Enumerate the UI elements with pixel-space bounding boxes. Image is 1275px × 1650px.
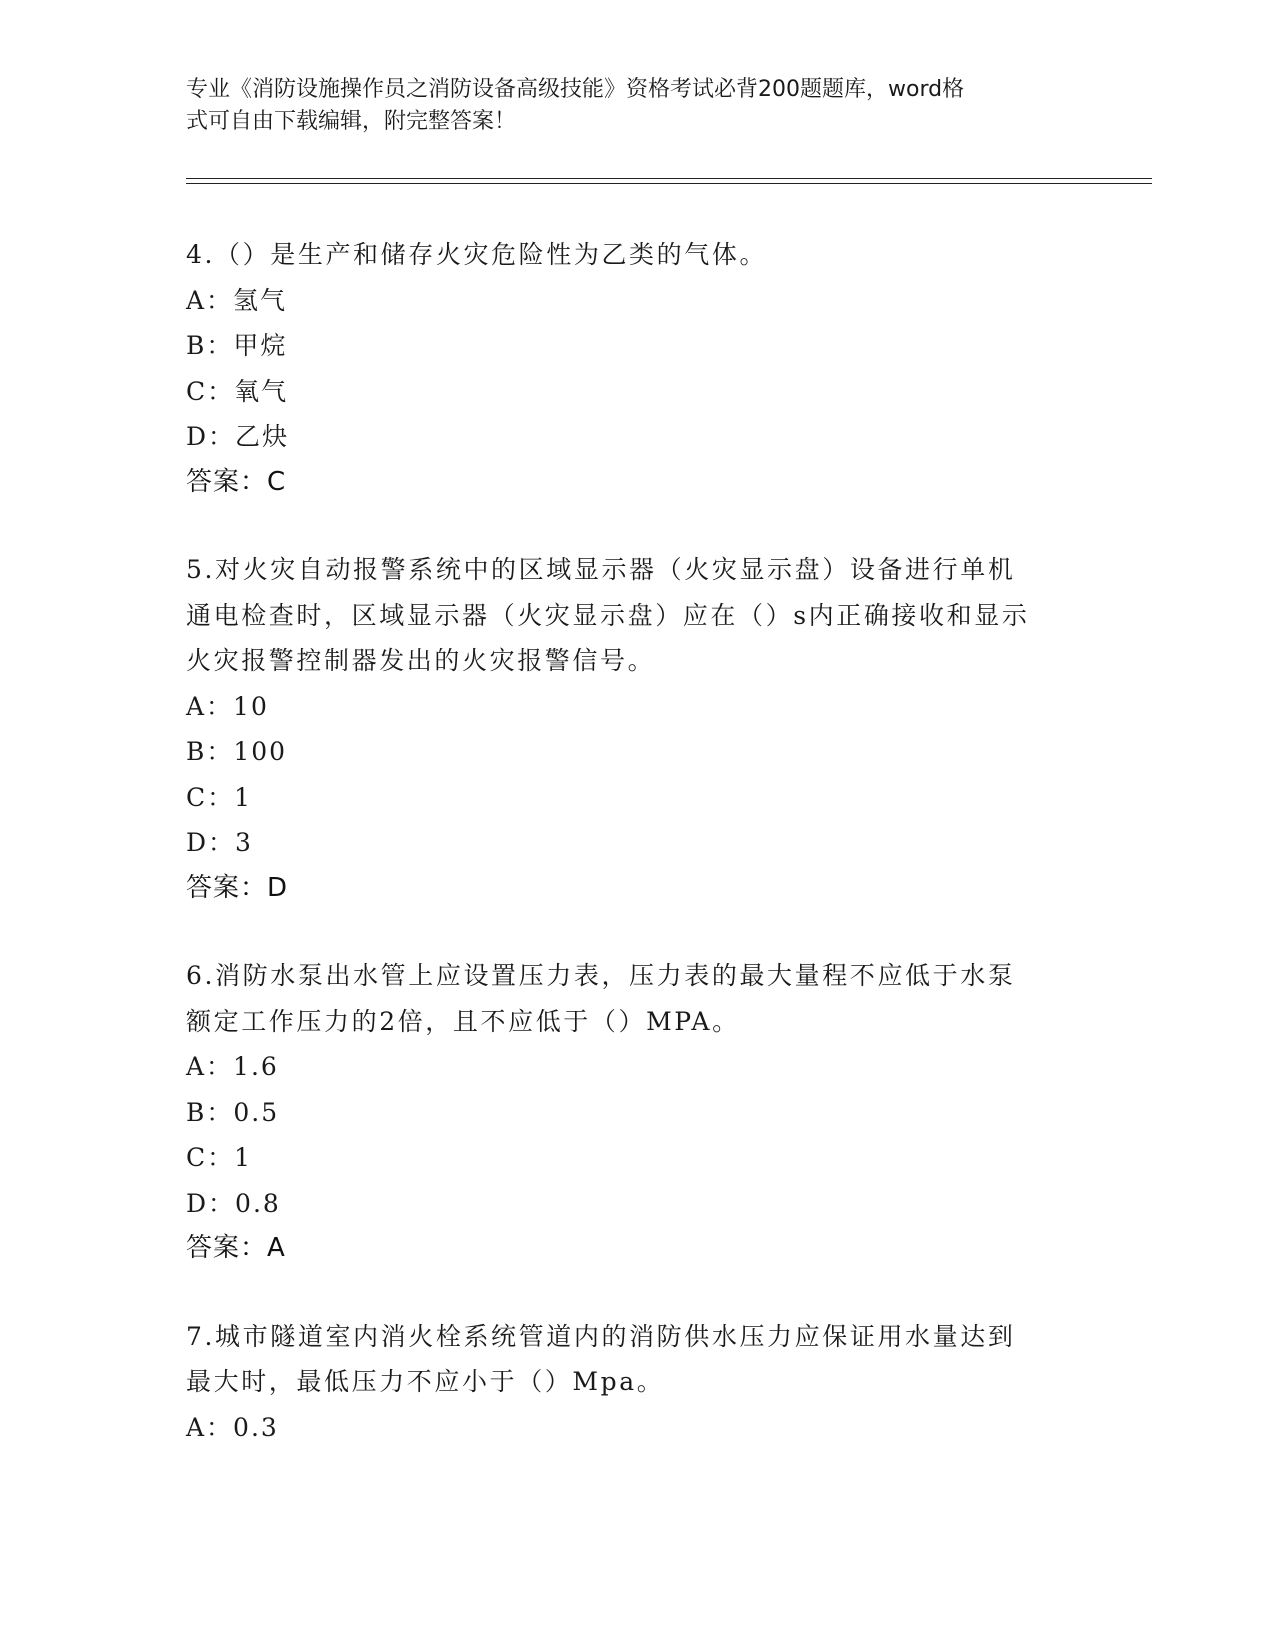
option-c: C：1 [186,1143,253,1172]
option-d: D：3 [186,828,253,857]
question-text: 5.对火灾自动报警系统中的区域显示器（火灾显示盘）设备进行单机 [186,555,1016,584]
option-b: B：100 [186,737,288,766]
answer-text: 答案：A [186,1233,286,1263]
document-header [186,74,1066,138]
question-4 [186,232,1086,505]
question-text: 通电检查时，区域显示器（火灾显示盘）应在（）s内正确接收和显示 [186,600,1030,630]
option-b: B：0.5 [186,1097,280,1127]
question-text: 6.消防水泵出水管上应设置压力表，压力表的最大量程不应低于水泵 [186,961,1016,990]
question-text: 火灾报警控制器发出的火灾报警信号。 [186,646,656,675]
question-6 [186,953,1086,1272]
question-text: 最大时，最低压力不应小于（）Mpa。 [186,1367,665,1396]
header-divider-top [186,178,1152,179]
question-5 [186,547,1086,911]
header-divider-bottom [186,183,1152,184]
question-list [186,232,1086,1492]
option-a: A：氢气 [186,285,288,315]
option-d: D：乙炔 [186,422,290,451]
option-d: D：0.8 [186,1188,281,1218]
option-a: A：0.3 [186,1412,279,1442]
option-a: A：10 [186,691,269,721]
option-b: B：甲烷 [186,331,288,360]
question-text: 额定工作压力的2倍，且不应低于（）MPA。 [186,1006,740,1036]
answer-text: 答案：D [186,872,289,903]
question-text: 4.（）是生产和储存火灾危险性为乙类的气体。 [186,240,768,269]
option-c: C：氧气 [186,376,289,406]
answer-text: 答案：C [186,466,287,497]
option-c: C：1 [186,782,253,812]
header-line-2: 式可自由下载编辑，附完整答案！ [186,109,517,134]
question-text: 7.城市隧道室内消火栓系统管道内的消防供水压力应保证用水量达到 [186,1321,1016,1351]
question-7 [186,1314,1086,1451]
header-line-1: 专业《消防设施操作员之消防设备高级技能》资格考试必背200题题库，word格 [186,77,965,102]
option-a: A：1.6 [186,1052,279,1081]
